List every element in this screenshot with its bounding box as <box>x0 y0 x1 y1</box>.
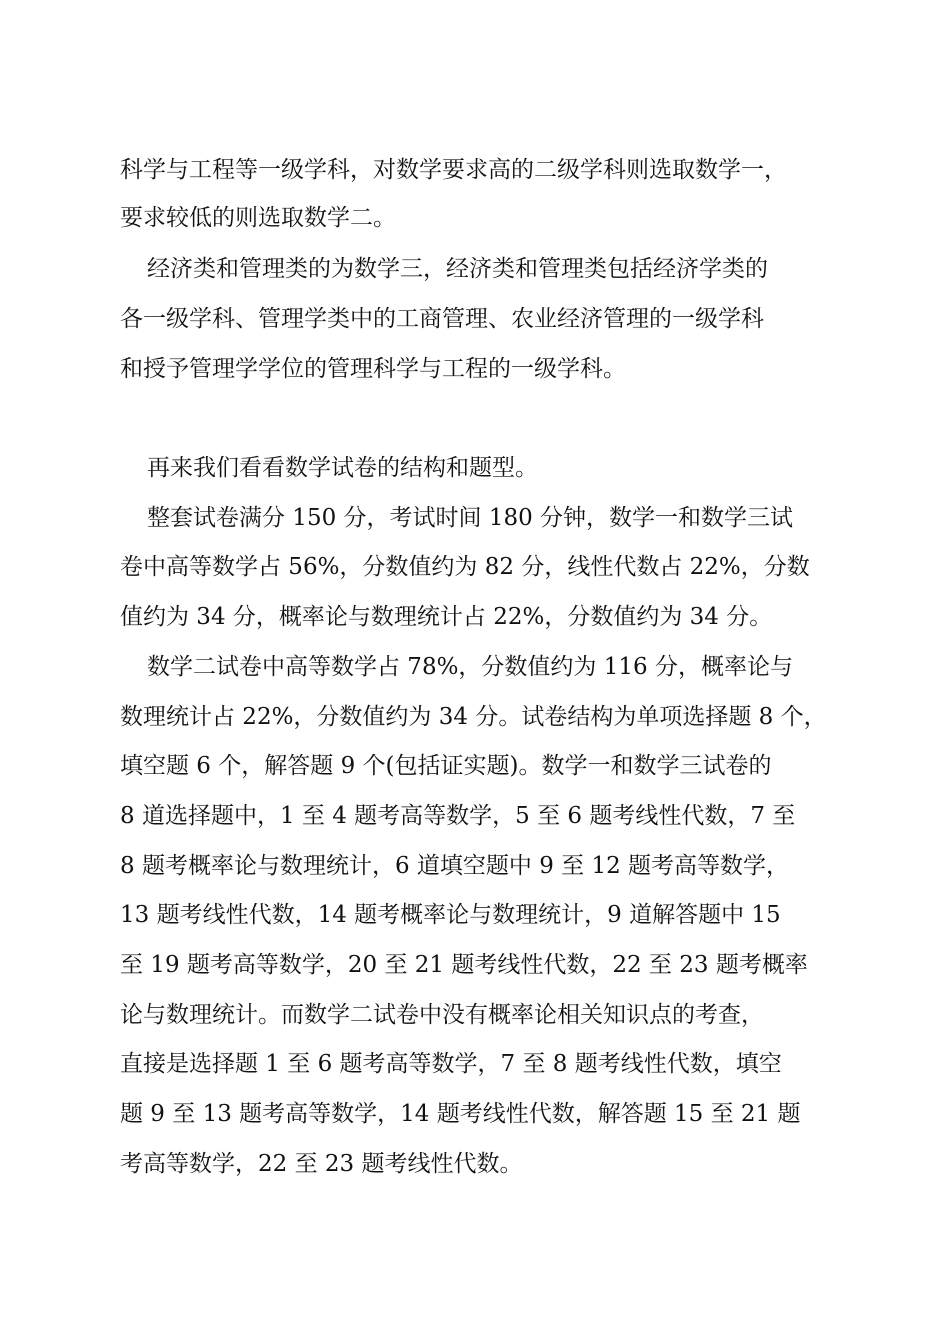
text-line: 论与数理统计。而数学二试卷中没有概率论相关知识点的考查， <box>120 1002 764 1028</box>
text-line: 整套试卷满分 150 分，考试时间 180 分钟，数学一和数学三试 <box>147 505 794 531</box>
text-line: 8 题考概率论与数理统计，6 道填空题中 9 至 12 题考高等数学， <box>120 853 790 879</box>
text-line: 至 19 题考高等数学，20 至 21 题考线性代数，22 至 23 题考概率 <box>120 952 808 978</box>
text-line: 填空题 6 个，解答题 9 个(包括证实题)。数学一和数学三试卷的 <box>120 753 772 779</box>
text-line: 再来我们看看数学试卷的结构和题型。 <box>147 455 538 481</box>
text-line: 直接是选择题 1 至 6 题考高等数学，7 至 8 题考线性代数，填空 <box>120 1051 782 1077</box>
text-line: 8 道选择题中，1 至 4 题考高等数学，5 至 6 题考线性代数，7 至 <box>120 803 796 829</box>
text-line: 要求较低的则选取数学二。 <box>120 205 396 231</box>
text-line: 题 9 至 13 题考高等数学，14 题考线性代数，解答题 15 至 21 题 <box>120 1101 801 1127</box>
text-line: 各一级学科、管理学类中的工商管理、农业经济管理的一级学科 <box>120 306 764 332</box>
text-line: 数理统计占 22%，分数值约为 34 分。试卷结构为单项选择题 8 个， <box>120 704 827 730</box>
text-line: 数学二试卷中高等数学占 78%，分数值约为 116 分，概率论与 <box>147 654 793 680</box>
text-line: 和授予管理学学位的管理科学与工程的一级学科。 <box>120 356 626 382</box>
text-line: 经济类和管理类的为数学三，经济类和管理类包括经济学类的 <box>147 256 768 282</box>
text-line: 13 题考线性代数，14 题考概率论与数理统计，9 道解答题中 15 <box>120 902 781 928</box>
text-line: 考高等数学，22 至 23 题考线性代数。 <box>120 1151 523 1177</box>
text-line: 科学与工程等一级学科，对数学要求高的二级学科则选取数学一， <box>120 157 787 183</box>
text-line: 值约为 34 分，概率论与数理统计占 22%，分数值约为 34 分。 <box>120 604 773 630</box>
text-line: 卷中高等数学占 56%，分数值约为 82 分，线性代数占 22%，分数 <box>120 554 810 580</box>
